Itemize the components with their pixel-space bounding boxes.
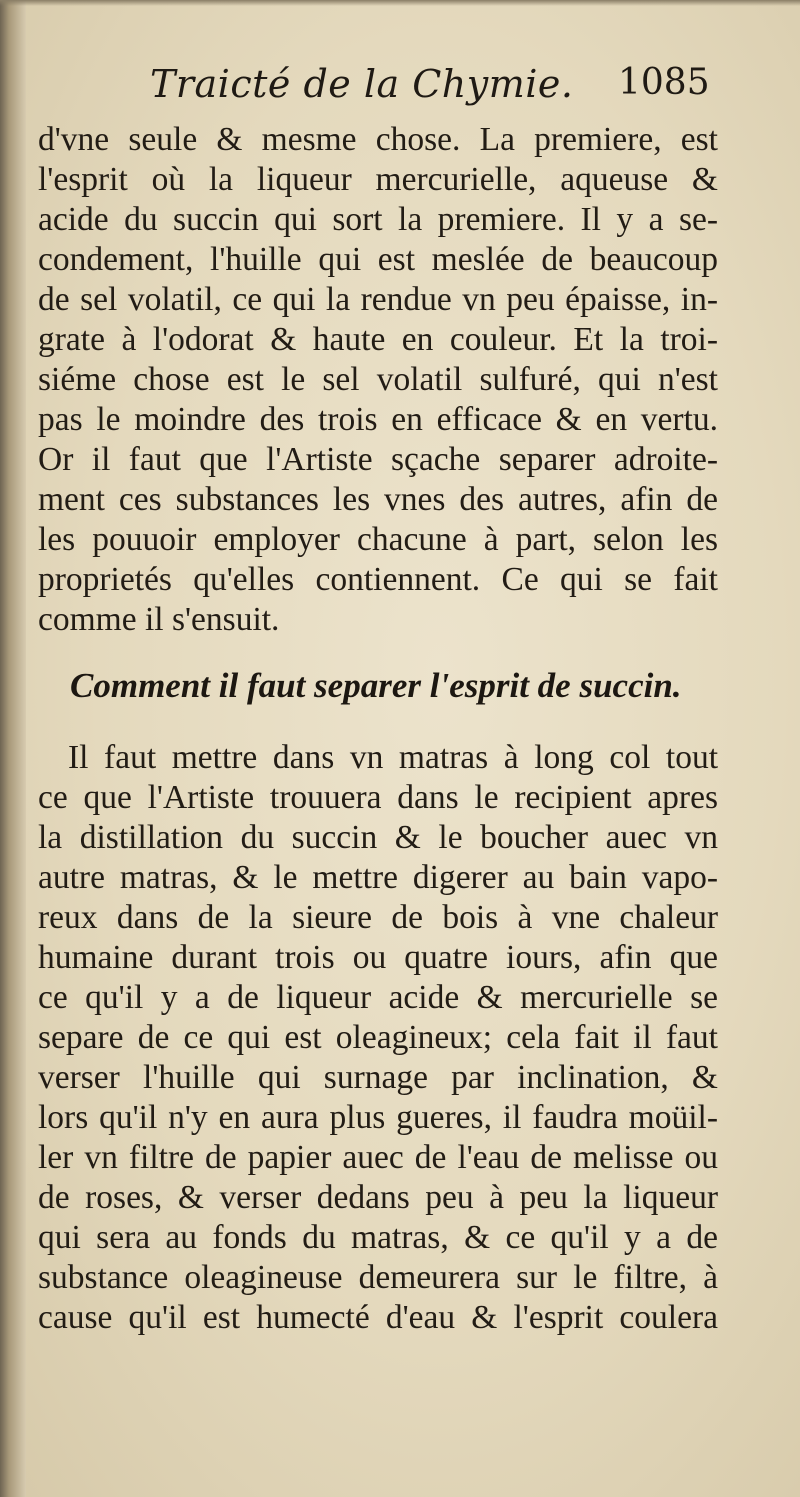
text-line: comme il s'ensuit. bbox=[38, 601, 280, 638]
page-number: 1085 bbox=[618, 62, 710, 103]
text-line: substance oleagineuse demeurera sur le filtre, à bbox=[38, 1259, 718, 1296]
text-line: autre matras, & le mettre digerer au bain vapo- bbox=[38, 859, 718, 896]
text-line: pas le moindre des trois en efficace & en vertu. bbox=[38, 401, 718, 438]
text-line: ler vn filtre de papier auec de l'eau de melisse ou bbox=[38, 1139, 718, 1176]
text-line: reux dans de la sieure de bois à vne chaleur bbox=[38, 899, 718, 936]
text-line: ce qu'il y a de liqueur acide & mercurielle se bbox=[38, 979, 718, 1016]
text-line: ment ces substances les vnes des autres, afin de bbox=[38, 481, 718, 518]
text-line: verser l'huille qui surnage par inclination, & bbox=[38, 1059, 718, 1096]
paragraph-2 bbox=[38, 738, 718, 1338]
text-line: la distillation du succin & le boucher auec vn bbox=[38, 819, 718, 856]
text-line: separe de ce qui est oleagineux; cela fait il faut bbox=[38, 1019, 718, 1056]
text-line: l'esprit où la liqueur mercurielle, aqueuse & bbox=[38, 161, 718, 198]
text-line: acide du succin qui sort la premiere. Il y a se- bbox=[38, 201, 718, 238]
text-line: grate à l'odorat & haute en couleur. Et la troi- bbox=[38, 321, 718, 358]
text-line: de sel volatil, ce qui la rendue vn peu épaisse, in- bbox=[38, 281, 718, 318]
text-line: condement, l'huille qui est meslée de beaucoup bbox=[38, 241, 718, 278]
text-line: Il faut mettre dans vn matras à long col tout bbox=[68, 739, 718, 776]
text-line: proprietés qu'elles contiennent. Ce qui se fait bbox=[38, 561, 718, 598]
text-line: ce que l'Artiste trouuera dans le recipient apres bbox=[38, 779, 718, 816]
text-line: les pouuoir employer chacune à part, selon les bbox=[38, 521, 718, 558]
text-line: siéme chose est le sel volatil sulfuré, qui n'est bbox=[38, 361, 718, 398]
text-line: humaine durant trois ou quatre iours, afin que bbox=[38, 939, 718, 976]
text-line: qui sera au fonds du matras, & ce qu'il y a de bbox=[38, 1219, 718, 1256]
page-gutter-shadow bbox=[0, 0, 26, 1497]
text-line: de roses, & verser dedans peu à peu la liqueur bbox=[38, 1179, 718, 1216]
paragraph-1 bbox=[38, 120, 718, 640]
text-line: Or il faut que l'Artiste sçache separer adroite- bbox=[38, 441, 718, 478]
text-line: cause qu'il est humecté d'eau & l'esprit coulera bbox=[38, 1299, 718, 1336]
section-heading: Comment il faut separer l'esprit de succin. bbox=[70, 666, 682, 705]
running-title: Traicté de la Chymie. bbox=[150, 62, 574, 106]
text-line: d'vne seule & mesme chose. La premiere, est bbox=[38, 121, 718, 158]
text-line: lors qu'il n'y en aura plus gueres, il faudra moüil- bbox=[38, 1099, 718, 1136]
page-top-edge bbox=[0, 0, 800, 6]
page-header bbox=[150, 62, 710, 120]
